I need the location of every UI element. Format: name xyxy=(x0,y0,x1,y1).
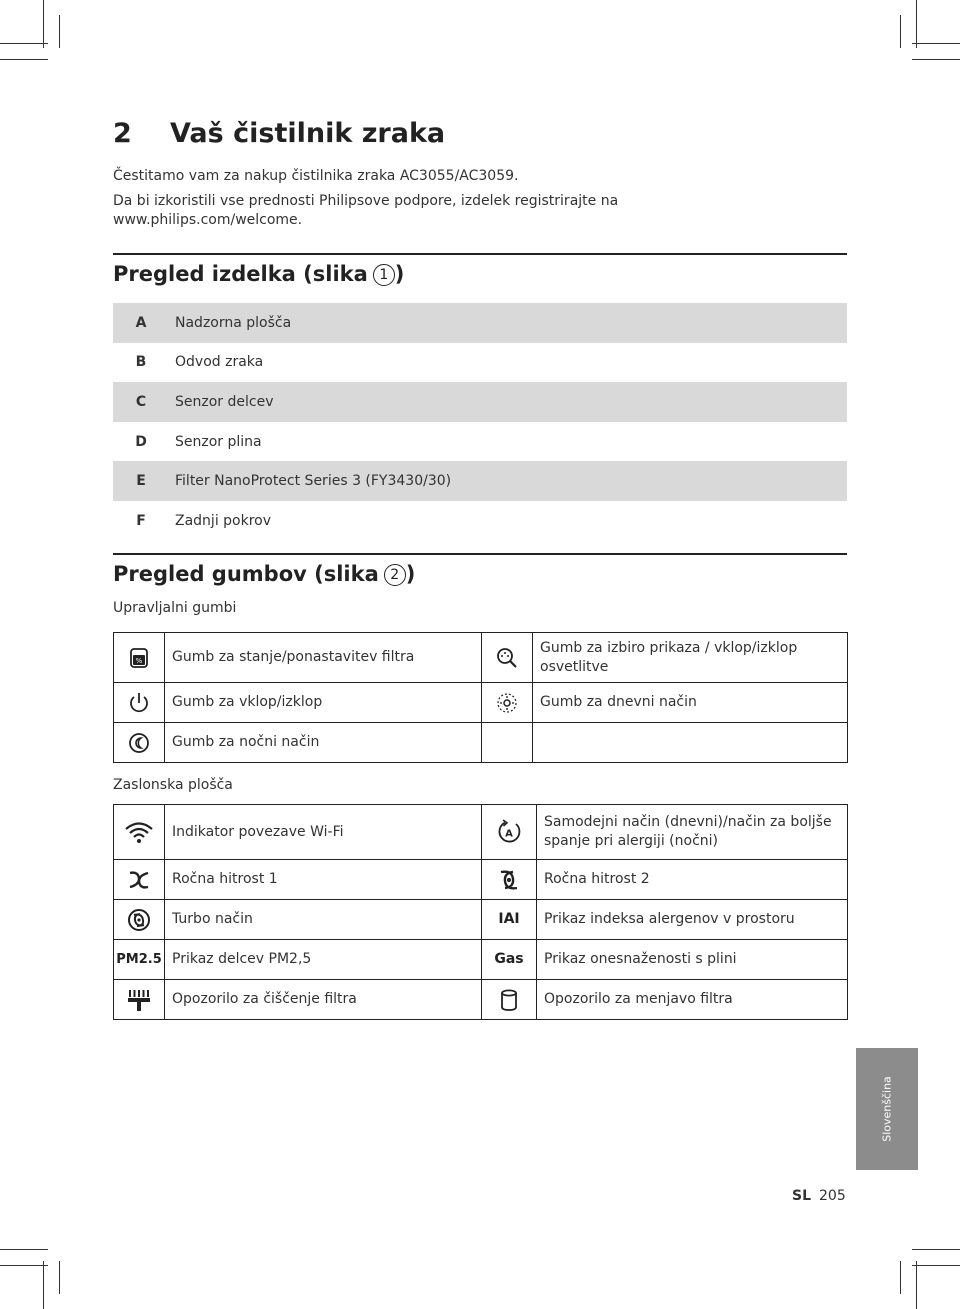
list-item xyxy=(113,422,847,462)
turbo-icon xyxy=(114,900,165,940)
page-footer xyxy=(792,1188,846,1204)
list-item xyxy=(113,303,847,343)
display-label: Prikaz onesnaženosti s plini xyxy=(537,940,848,980)
buttons-overview-title-text: Pregled gumbov (slika xyxy=(113,562,379,586)
display-label: Opozorilo za čiščenje filtra xyxy=(165,980,482,1020)
display-label: Ročna hitrost 1 xyxy=(165,860,482,900)
control-label: Gumb za vklop/izklop xyxy=(165,683,482,723)
sun-icon xyxy=(482,683,533,723)
part-label: Nadzorna plošča xyxy=(175,314,292,331)
page-number: 205 xyxy=(819,1188,846,1204)
crop-mark xyxy=(916,0,917,48)
pm25-icon-text: PM2.5 xyxy=(116,952,162,967)
list-item xyxy=(113,501,847,541)
table-row xyxy=(114,633,848,683)
crop-mark xyxy=(59,1261,60,1294)
table-row xyxy=(114,860,848,900)
display-light-icon xyxy=(482,633,533,683)
part-letter: A xyxy=(135,314,147,331)
crop-mark xyxy=(912,1249,960,1250)
chapter-title-text: Vaš čistilnik zraka xyxy=(170,118,446,149)
crop-mark xyxy=(43,1261,44,1309)
filter-reset-icon xyxy=(114,633,165,683)
fan-speed-1-icon xyxy=(114,860,165,900)
display-subtitle: Zaslonska plošča xyxy=(113,777,233,793)
crop-mark xyxy=(900,1261,901,1294)
title-close-paren: ) xyxy=(405,562,416,586)
product-parts-list xyxy=(113,303,847,541)
crop-mark xyxy=(912,59,960,60)
power-icon xyxy=(114,683,165,723)
wifi-icon xyxy=(114,805,165,860)
part-label: Odvod zraka xyxy=(175,354,264,371)
iai-icon-text: IAI xyxy=(498,911,520,927)
display-label: Ročna hitrost 2 xyxy=(537,860,848,900)
moon-icon xyxy=(114,723,165,763)
chapter-number: 2 xyxy=(113,118,132,149)
display-label: Indikator povezave Wi-Fi xyxy=(165,805,482,860)
control-label: Gumb za stanje/ponastavitev filtra xyxy=(165,633,482,683)
figure-number-badge: 2 xyxy=(384,564,406,586)
product-overview-title-text: Pregled izdelka (slika xyxy=(113,262,368,286)
pm25-icon xyxy=(114,940,165,980)
svg-text:A: A xyxy=(505,828,513,840)
filter-clean-icon xyxy=(114,980,165,1020)
part-letter: D xyxy=(135,433,147,450)
section-rule xyxy=(113,553,847,555)
part-label: Zadnji pokrov xyxy=(175,512,272,529)
gas-icon-text: Gas xyxy=(494,951,524,967)
control-label: Gumb za dnevni način xyxy=(533,683,848,723)
part-letter: C xyxy=(135,393,147,410)
filter-replace-icon xyxy=(482,980,537,1020)
iai-icon xyxy=(482,900,537,940)
svg-text:%: % xyxy=(135,656,143,665)
language-side-tab xyxy=(856,1048,918,1170)
section-rule xyxy=(113,253,847,255)
list-item xyxy=(113,343,847,383)
controls-table xyxy=(113,632,848,763)
table-row xyxy=(114,683,848,723)
display-label: Prikaz indeksa alergenov v prostoru xyxy=(537,900,848,940)
crop-mark xyxy=(912,1265,960,1266)
list-item xyxy=(113,382,847,422)
crop-mark xyxy=(0,1265,48,1266)
buttons-overview-title xyxy=(113,562,415,586)
crop-mark xyxy=(43,0,44,48)
table-row xyxy=(114,723,848,763)
crop-mark xyxy=(0,1249,48,1250)
control-label: Gumb za izbiro prikaza / vklop/izklop osvetlitve xyxy=(533,633,848,683)
control-label: Gumb za nočni način xyxy=(165,723,482,763)
gas-icon xyxy=(482,940,537,980)
part-letter: E xyxy=(136,473,146,490)
display-table xyxy=(113,804,848,1020)
fan-speed-2-icon xyxy=(482,860,537,900)
display-label: Samodejni način (dnevni)/način za boljše spanje pri alergiji (nočni) xyxy=(537,805,848,860)
display-label: Opozorilo za menjavo filtra xyxy=(537,980,848,1020)
part-label: Senzor delcev xyxy=(175,393,274,410)
crop-mark xyxy=(900,15,901,48)
table-row xyxy=(114,805,848,860)
part-label: Senzor plina xyxy=(175,433,262,450)
display-label: Turbo način xyxy=(165,900,482,940)
crop-mark xyxy=(0,59,48,60)
part-letter: B xyxy=(135,354,147,371)
figure-number-badge: 1 xyxy=(373,264,395,286)
crop-mark xyxy=(0,43,48,44)
language-code: SL xyxy=(792,1188,812,1204)
controls-subtitle: Upravljalni gumbi xyxy=(113,600,237,616)
table-row xyxy=(114,980,848,1020)
table-row xyxy=(114,940,848,980)
empty-cell xyxy=(533,723,848,763)
title-close-paren: ) xyxy=(394,262,405,286)
product-overview-title xyxy=(113,262,404,286)
side-tab-label: Slovenščina xyxy=(880,1076,894,1142)
chapter-title xyxy=(113,118,445,149)
crop-mark xyxy=(912,43,960,44)
intro-url: www.philips.com/welcome. xyxy=(113,212,303,228)
auto-mode-icon xyxy=(482,805,537,860)
list-item xyxy=(113,461,847,501)
part-label: Filter NanoProtect Series 3 (FY3430/30) xyxy=(175,473,452,490)
part-letter: F xyxy=(136,512,146,529)
display-label: Prikaz delcev PM2,5 xyxy=(165,940,482,980)
empty-cell xyxy=(482,723,533,763)
crop-mark xyxy=(916,1261,917,1309)
intro-line-1: Čestitamo vam za nakup čistilnika zraka AC3055/AC3059. xyxy=(113,168,519,184)
crop-mark xyxy=(59,15,60,48)
table-row xyxy=(114,900,848,940)
intro-line-2: Da bi izkoristili vse prednosti Philipsove podpore, izdelek registrirajte na xyxy=(113,193,619,209)
